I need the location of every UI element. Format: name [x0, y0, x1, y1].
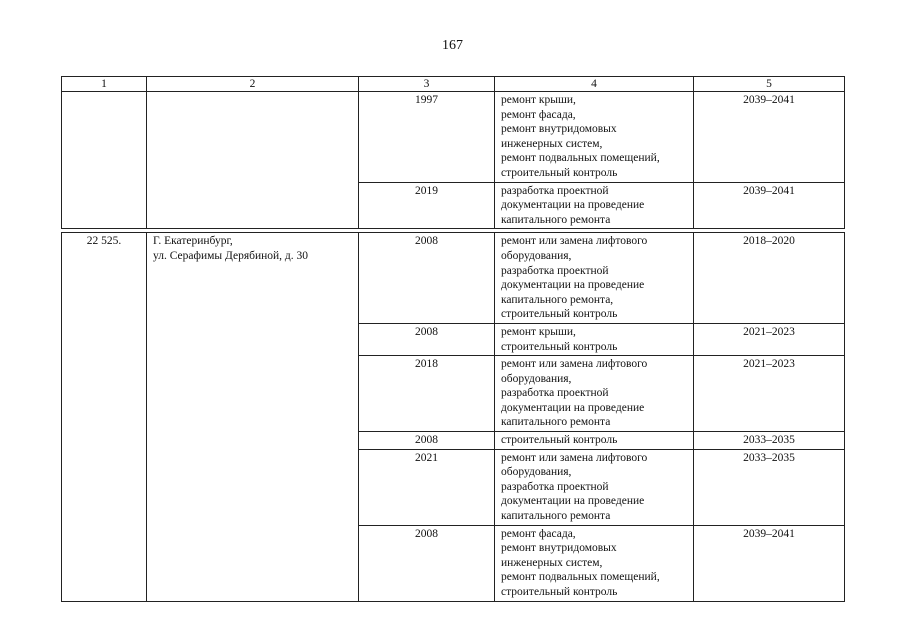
year-cell: 2008 [359, 432, 495, 450]
works-cell [495, 182, 694, 229]
address-line: ул. Серафимы Дерябиной, д. 30 [153, 249, 309, 262]
year-cell: 2019 [359, 182, 495, 229]
work-line: инженерных систем, [501, 556, 603, 569]
work-line: капитального ремонта, [501, 293, 614, 306]
work-line: строительный контроль [501, 308, 618, 321]
work-line: ремонт подвальных помещений, [501, 152, 660, 165]
work-line: капитального ремонта [501, 510, 611, 523]
period-cell: 2039–2041 [694, 525, 845, 601]
work-line: ремонт или замена лифтового [501, 358, 648, 371]
page-number: 167 [442, 38, 463, 53]
works-cell [495, 525, 694, 601]
work-line: ремонт подвальных помещений, [501, 571, 660, 584]
work-line: ремонт крыши, [501, 325, 576, 338]
work-line: инженерных систем, [501, 137, 603, 150]
works-cell [495, 323, 694, 355]
address-cell [147, 233, 359, 601]
works-cell [495, 92, 694, 183]
works-cell [495, 449, 694, 525]
work-line: разработка проектной [501, 387, 609, 400]
address-line: Г. Екатеринбург, [153, 235, 233, 248]
work-line: документации на проведение [501, 199, 645, 212]
work-line: капитального ремонта [501, 213, 611, 226]
work-line: документации на проведение [501, 495, 645, 508]
work-line: оборудования, [501, 372, 572, 385]
work-line: оборудования, [501, 249, 572, 262]
repair-schedule-table [61, 76, 845, 602]
work-line: капитального ремонта [501, 416, 611, 429]
year-cell: 1997 [359, 92, 495, 183]
year-cell: 2018 [359, 356, 495, 432]
works-cell [495, 432, 694, 450]
work-line: ремонт крыши, [501, 94, 576, 106]
column-header-3: 3 [359, 77, 495, 92]
address-cell [147, 92, 359, 229]
column-header-5: 5 [694, 77, 845, 92]
period-cell: 2033–2035 [694, 432, 845, 450]
work-line: ремонт внутридомовых [501, 123, 617, 136]
year-cell: 2008 [359, 525, 495, 601]
work-line: документации на проведение [501, 401, 645, 414]
year-cell: 2021 [359, 449, 495, 525]
work-line: строительный контроль [501, 166, 618, 179]
year-cell: 2008 [359, 233, 495, 324]
period-cell: 2021–2023 [694, 323, 845, 355]
work-line: оборудования, [501, 466, 572, 479]
column-header-1: 1 [62, 77, 147, 92]
works-cell [495, 356, 694, 432]
table-row [62, 92, 845, 183]
work-line: строительный контроль [501, 586, 618, 598]
work-line: ремонт внутридомовых [501, 542, 617, 555]
header-row [62, 77, 845, 92]
work-line: документации на проведение [501, 279, 645, 292]
entry-number-cell: 22 525. [62, 233, 147, 601]
work-line: ремонт фасада, [501, 527, 576, 540]
works-cell [495, 233, 694, 324]
column-header-4: 4 [495, 77, 694, 92]
work-line: ремонт или замена лифтового [501, 451, 648, 464]
period-cell: 2039–2041 [694, 92, 845, 183]
period-cell: 2039–2041 [694, 182, 845, 229]
work-line: разработка проектной [501, 480, 609, 493]
work-line: разработка проектной [501, 184, 609, 197]
period-cell: 2018–2020 [694, 233, 845, 324]
work-line: строительный контроль [501, 340, 618, 353]
work-line: разработка проектной [501, 264, 609, 277]
entry-number-cell [62, 92, 147, 229]
period-cell: 2033–2035 [694, 449, 845, 525]
work-line: строительный контроль [501, 434, 618, 447]
work-line: ремонт фасада, [501, 108, 576, 121]
year-cell: 2008 [359, 323, 495, 355]
column-header-2: 2 [147, 77, 359, 92]
table-row [62, 233, 845, 324]
period-cell: 2021–2023 [694, 356, 845, 432]
work-line: ремонт или замена лифтового [501, 235, 648, 248]
